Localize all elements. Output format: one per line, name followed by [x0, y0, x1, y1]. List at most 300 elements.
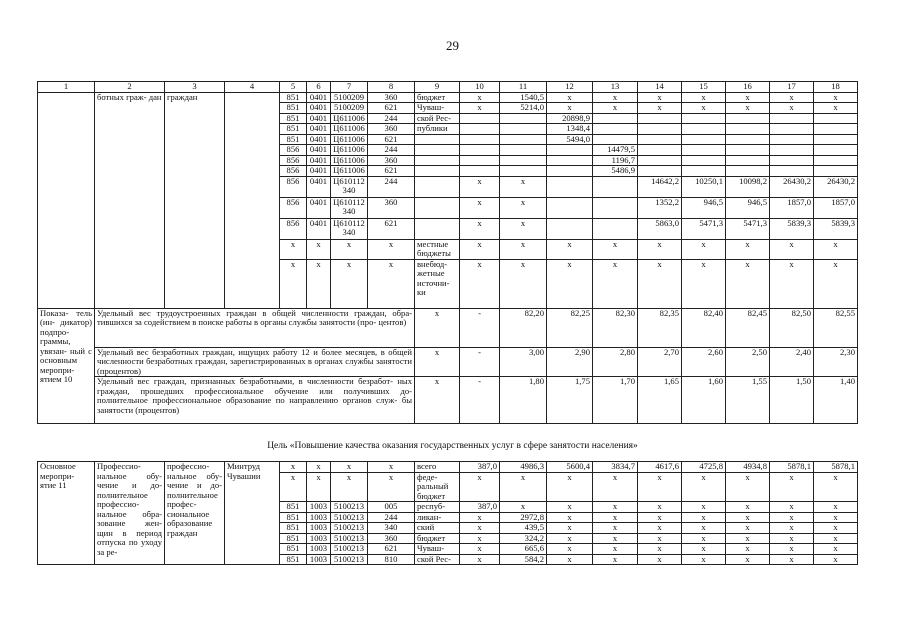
table-cell: 1,55	[726, 377, 770, 424]
funding-source: Чуваш-	[415, 103, 460, 114]
table-cell: 0401	[307, 155, 331, 166]
table-cell	[500, 124, 547, 135]
indicator-label: Показа- тель (ин- дикатор) подпро- граммы, увязан- ный с основным меропри- ятием 10	[38, 308, 95, 424]
table-cell: 5839,3	[770, 218, 814, 239]
table-cell	[814, 113, 858, 124]
table-cell: Ц611006	[331, 124, 368, 135]
table-cell: х	[682, 239, 726, 259]
table-cell: х	[307, 239, 331, 259]
funding-source	[415, 155, 460, 166]
table-cell: х	[547, 533, 593, 544]
table-cell: х	[368, 462, 415, 473]
table-cell: 621	[368, 134, 415, 145]
table-cell	[682, 124, 726, 135]
table-cell: 1,65	[638, 377, 682, 424]
table-cell	[460, 145, 500, 156]
table-cell: х	[726, 554, 770, 565]
table-cell: х	[307, 259, 331, 308]
participants: профессио- нальное обу- чение и до- полнительное профес- сиональное образование граждан	[165, 462, 225, 565]
table-cell: 360	[368, 155, 415, 166]
funding-source: ский	[415, 523, 460, 534]
table-cell: х	[547, 554, 593, 565]
table-cell: х	[770, 472, 814, 502]
table-cell: 0401	[307, 124, 331, 135]
indicator-text: Удельный вес безработных граждан, ищущих работу 12 и более месяцев, в общей численности безработных граждан, зарегистрированных в органах службы занятости (процентов)	[95, 347, 415, 377]
table-cell: х	[638, 554, 682, 565]
table-cell: х	[500, 502, 547, 513]
table-cell: х	[280, 472, 307, 502]
column-number: 17	[770, 82, 814, 93]
table-cell: х	[460, 259, 500, 308]
funding-source	[415, 218, 460, 239]
table-cell	[547, 155, 593, 166]
table-cell	[547, 166, 593, 177]
table-cell: 387,0	[460, 502, 500, 513]
table-cell	[814, 134, 858, 145]
table-cell: х	[500, 197, 547, 218]
funding-source: внебюд- жетные источни- ки	[415, 259, 460, 308]
table-cell	[460, 155, 500, 166]
table-cell: 0401	[307, 176, 331, 197]
table-cell: х	[368, 472, 415, 502]
table-cell	[638, 113, 682, 124]
table-cell: 946,5	[726, 197, 770, 218]
indicator-text: Удельный вес граждан, признанных безработными, в численности безработ- ных граждан, прошедших профессиональное обучение или получивших до- полнительное профессиональное образование по направлению органов служ- бы занятости (процентов)	[95, 377, 415, 424]
table-cell: 2,90	[547, 347, 593, 377]
table-cell: х	[415, 347, 460, 377]
column-number: 2	[95, 82, 165, 93]
table-cell: 584,2	[500, 554, 547, 565]
measure-table	[37, 461, 858, 565]
table-cell: 244	[368, 113, 415, 124]
table-cell	[726, 145, 770, 156]
column-number: 13	[593, 82, 638, 93]
column-number: 11	[500, 82, 547, 93]
table-cell: 1003	[307, 533, 331, 544]
table-cell: х	[770, 92, 814, 103]
table-cell: х	[593, 523, 638, 534]
table-cell: х	[460, 544, 500, 555]
table-cell: х	[547, 259, 593, 308]
table-cell: х	[682, 554, 726, 565]
table-cell: 851	[280, 554, 307, 565]
table-cell: 244	[368, 512, 415, 523]
table-cell: х	[460, 472, 500, 502]
table-cell: 0401	[307, 218, 331, 239]
funding-source: ликан-	[415, 512, 460, 523]
table-cell: 2,70	[638, 347, 682, 377]
table-cell: х	[770, 544, 814, 555]
table-row	[38, 92, 858, 103]
table-cell: 1,80	[500, 377, 547, 424]
table-cell: 1,50	[770, 377, 814, 424]
table-cell: 1003	[307, 544, 331, 555]
table-cell: 0401	[307, 113, 331, 124]
table-cell	[460, 166, 500, 177]
table-cell	[682, 134, 726, 145]
table-cell: х	[500, 218, 547, 239]
table-cell: 4986,3	[500, 462, 547, 473]
table-cell: х	[682, 259, 726, 308]
table-cell: 0401	[307, 197, 331, 218]
table-cell: Ц611006	[331, 155, 368, 166]
table-cell: 5878,1	[814, 462, 858, 473]
table-cell: х	[726, 523, 770, 534]
table-cell: х	[593, 92, 638, 103]
table-cell: 1352,2	[638, 197, 682, 218]
column-number: 9	[415, 82, 460, 93]
table-cell: х	[331, 462, 368, 473]
table-cell	[726, 124, 770, 135]
table-cell: 5100213	[331, 512, 368, 523]
table-cell: 5100213	[331, 502, 368, 513]
table-cell: 82,20	[500, 308, 547, 347]
table-cell	[38, 92, 95, 308]
table-cell: х	[593, 554, 638, 565]
table-cell: х	[460, 533, 500, 544]
table-cell: 360	[368, 92, 415, 103]
table-cell: х	[682, 472, 726, 502]
table-cell: х	[814, 512, 858, 523]
table-cell: -	[460, 308, 500, 347]
table-cell: х	[814, 472, 858, 502]
table-cell	[638, 155, 682, 166]
table-cell: х	[814, 239, 858, 259]
table-cell: 5100213	[331, 523, 368, 534]
table-cell: 5100209	[331, 103, 368, 114]
table-cell: х	[415, 308, 460, 347]
table-cell: -	[460, 377, 500, 424]
table-cell: х	[814, 103, 858, 114]
table-cell: 82,30	[593, 308, 638, 347]
table-cell: х	[593, 512, 638, 523]
table-cell: 2,40	[770, 347, 814, 377]
table-cell: 621	[368, 544, 415, 555]
table-cell: х	[368, 259, 415, 308]
table-cell: 26430,2	[770, 176, 814, 197]
table-cell	[593, 176, 638, 197]
table-cell: 851	[280, 92, 307, 103]
table-cell: х	[638, 533, 682, 544]
table-cell: Ц610112 340	[331, 218, 368, 239]
table-cell: 244	[368, 145, 415, 156]
table-cell: 360	[368, 197, 415, 218]
table-cell	[814, 124, 858, 135]
table-cell	[770, 113, 814, 124]
table-cell: х	[638, 472, 682, 502]
table-cell: х	[593, 472, 638, 502]
table-cell: х	[460, 554, 500, 565]
table-cell: 1,40	[814, 377, 858, 424]
table-cell: 1,70	[593, 377, 638, 424]
table-cell: 1857,0	[770, 197, 814, 218]
column-number: 10	[460, 82, 500, 93]
table-cell: х	[593, 239, 638, 259]
table-cell: 621	[368, 103, 415, 114]
table-cell: х	[460, 512, 500, 523]
table-cell: х	[770, 512, 814, 523]
table-cell	[638, 124, 682, 135]
table-cell	[726, 113, 770, 124]
funding-source	[415, 176, 460, 197]
table-cell	[682, 145, 726, 156]
table-cell: х	[726, 533, 770, 544]
table-cell	[225, 92, 280, 308]
table-cell: 5878,1	[770, 462, 814, 473]
funding-source: всего	[415, 462, 460, 473]
column-number: 14	[638, 82, 682, 93]
table-cell	[638, 166, 682, 177]
table-cell: х	[460, 239, 500, 259]
table-cell	[814, 145, 858, 156]
table-cell: х	[770, 554, 814, 565]
table-cell: х	[638, 259, 682, 308]
table-cell: Ц611006	[331, 134, 368, 145]
table-row	[38, 377, 858, 424]
table-cell: 621	[368, 166, 415, 177]
table-cell: х	[638, 512, 682, 523]
table-cell: х	[307, 472, 331, 502]
table-cell	[770, 134, 814, 145]
table-cell	[638, 145, 682, 156]
table-cell: х	[726, 512, 770, 523]
column-number: 3	[165, 82, 225, 93]
table-cell: х	[638, 523, 682, 534]
table-cell	[460, 113, 500, 124]
table-cell: х	[280, 259, 307, 308]
table-cell: 1857,0	[814, 197, 858, 218]
table-cell: 856	[280, 145, 307, 156]
table-cell: х	[547, 523, 593, 534]
table-cell	[726, 134, 770, 145]
table-cell: х	[726, 502, 770, 513]
table-row	[38, 347, 858, 377]
table-cell: 1,60	[682, 377, 726, 424]
table-cell: х	[368, 239, 415, 259]
budget-table	[37, 81, 858, 424]
table-cell: 810	[368, 554, 415, 565]
table-cell: 856	[280, 176, 307, 197]
table-cell: х	[726, 239, 770, 259]
table-cell: 244	[368, 176, 415, 197]
funding-source	[415, 145, 460, 156]
table-cell	[814, 166, 858, 177]
table-cell	[814, 155, 858, 166]
table-cell	[593, 134, 638, 145]
table-cell: 1003	[307, 502, 331, 513]
table-cell: х	[547, 502, 593, 513]
funding-source	[415, 134, 460, 145]
table-cell: х	[814, 554, 858, 565]
table-cell: х	[415, 377, 460, 424]
table-cell: х	[460, 92, 500, 103]
table-cell: х	[682, 533, 726, 544]
table-cell	[682, 166, 726, 177]
table-cell	[593, 218, 638, 239]
table-cell: Ц611006	[331, 145, 368, 156]
table-cell: 10098,2	[726, 176, 770, 197]
measure-name: ботных граж- дан	[95, 92, 165, 308]
table-cell: 2,80	[593, 347, 638, 377]
table-cell: х	[726, 472, 770, 502]
participants: граждан	[165, 92, 225, 308]
table-cell: х	[814, 544, 858, 555]
column-number: 5	[280, 82, 307, 93]
executor: Минтруд Чувашии	[225, 462, 280, 565]
table-cell: 14479,5	[593, 145, 638, 156]
table-cell: х	[331, 239, 368, 259]
funding-source	[415, 166, 460, 177]
table-cell: х	[770, 259, 814, 308]
table-cell: 1196,7	[593, 155, 638, 166]
table-cell: х	[638, 502, 682, 513]
table-cell: 856	[280, 218, 307, 239]
table-cell	[770, 155, 814, 166]
table-cell: х	[500, 176, 547, 197]
table-cell: х	[593, 103, 638, 114]
table-cell	[770, 124, 814, 135]
table-cell: 0401	[307, 145, 331, 156]
table-cell: х	[814, 92, 858, 103]
table-cell: 5494,0	[547, 134, 593, 145]
table-cell: 2,50	[726, 347, 770, 377]
table-cell: х	[593, 544, 638, 555]
table-cell	[682, 113, 726, 124]
table-cell: Ц611006	[331, 113, 368, 124]
funding-source: публики	[415, 124, 460, 135]
table-cell: 0401	[307, 92, 331, 103]
table-cell	[500, 166, 547, 177]
table-cell: х	[682, 523, 726, 534]
table-cell: 851	[280, 523, 307, 534]
column-number: 8	[368, 82, 415, 93]
table-cell: х	[638, 544, 682, 555]
table-cell: Ц610112 340	[331, 197, 368, 218]
table-cell: 5486,9	[593, 166, 638, 177]
column-number: 18	[814, 82, 858, 93]
table-cell: 4725,8	[682, 462, 726, 473]
column-number: 7	[331, 82, 368, 93]
table-cell: 5839,3	[814, 218, 858, 239]
table-cell: 5100213	[331, 544, 368, 555]
table-cell: х	[726, 544, 770, 555]
table-cell	[547, 145, 593, 156]
table-cell: 3,00	[500, 347, 547, 377]
table-cell: 851	[280, 134, 307, 145]
table-cell: х	[593, 533, 638, 544]
table-cell	[500, 113, 547, 124]
table-cell	[726, 166, 770, 177]
table-cell: 82,40	[682, 308, 726, 347]
column-number: 12	[547, 82, 593, 93]
table-cell: 5100209	[331, 92, 368, 103]
table-cell: х	[547, 103, 593, 114]
table-cell: х	[770, 103, 814, 114]
table-cell: 1540,5	[500, 92, 547, 103]
table-cell: х	[770, 533, 814, 544]
table-cell: х	[770, 523, 814, 534]
table-cell: 851	[280, 103, 307, 114]
table-cell: 360	[368, 124, 415, 135]
table-cell: х	[682, 92, 726, 103]
table-cell: 946,5	[682, 197, 726, 218]
table-cell: х	[500, 259, 547, 308]
table-cell: 82,45	[726, 308, 770, 347]
table-cell: 14642,2	[638, 176, 682, 197]
table-cell: х	[682, 512, 726, 523]
table-cell: 20898,9	[547, 113, 593, 124]
table-cell: 5863,0	[638, 218, 682, 239]
table-cell: Ц611006	[331, 166, 368, 177]
table-cell: х	[682, 103, 726, 114]
column-number: 15	[682, 82, 726, 93]
column-number: 6	[307, 82, 331, 93]
table-cell: 82,55	[814, 308, 858, 347]
table-cell: х	[331, 472, 368, 502]
table-cell: х	[726, 259, 770, 308]
measure-name: Профессио- нальное обу- чение и до- полнительное профессио- нальное обра- зование жен- щин в период отпуска по уходу за ре-	[95, 462, 165, 565]
table-cell: 5471,3	[726, 218, 770, 239]
table-cell: х	[682, 544, 726, 555]
table-cell: 621	[368, 218, 415, 239]
table-cell: х	[770, 239, 814, 259]
table-cell: 82,35	[638, 308, 682, 347]
table-cell	[593, 113, 638, 124]
funding-source	[415, 197, 460, 218]
table-cell: -	[460, 347, 500, 377]
table-cell: х	[814, 533, 858, 544]
funding-source: феде- ральный бюджет	[415, 472, 460, 502]
goal-caption: Цель «Повышение качества оказания государственных услуг в сфере занятости населения»	[267, 441, 638, 451]
table-cell: х	[638, 92, 682, 103]
table-cell: 2,60	[682, 347, 726, 377]
table-cell: х	[547, 544, 593, 555]
table-cell	[593, 124, 638, 135]
measure-number: Основное меропри- ятие 11	[38, 462, 95, 565]
table-cell: х	[547, 92, 593, 103]
table-cell: х	[593, 502, 638, 513]
table-cell: х	[331, 259, 368, 308]
table-cell: х	[460, 176, 500, 197]
table-cell	[460, 124, 500, 135]
table-cell: 5471,3	[682, 218, 726, 239]
table-cell: 0401	[307, 134, 331, 145]
table-cell: х	[814, 502, 858, 513]
table-cell: 856	[280, 197, 307, 218]
table-cell: 851	[280, 533, 307, 544]
table-cell: х	[770, 502, 814, 513]
funding-source: бюджет	[415, 533, 460, 544]
table-cell: 665,6	[500, 544, 547, 555]
table-cell	[500, 145, 547, 156]
funding-source: ской Рес-	[415, 113, 460, 124]
funding-source: бюджет	[415, 92, 460, 103]
table-cell	[547, 197, 593, 218]
table-cell	[682, 155, 726, 166]
table-cell: 3834,7	[593, 462, 638, 473]
table-cell: 851	[280, 502, 307, 513]
table-cell: 851	[280, 124, 307, 135]
table-cell: х	[638, 239, 682, 259]
table-cell: 5600,4	[547, 462, 593, 473]
table-cell: 2,30	[814, 347, 858, 377]
table-cell: х	[682, 502, 726, 513]
table-cell: х	[593, 259, 638, 308]
table-cell: 387,0	[460, 462, 500, 473]
table-cell: х	[500, 472, 547, 502]
table-cell	[638, 134, 682, 145]
table-cell: 851	[280, 512, 307, 523]
